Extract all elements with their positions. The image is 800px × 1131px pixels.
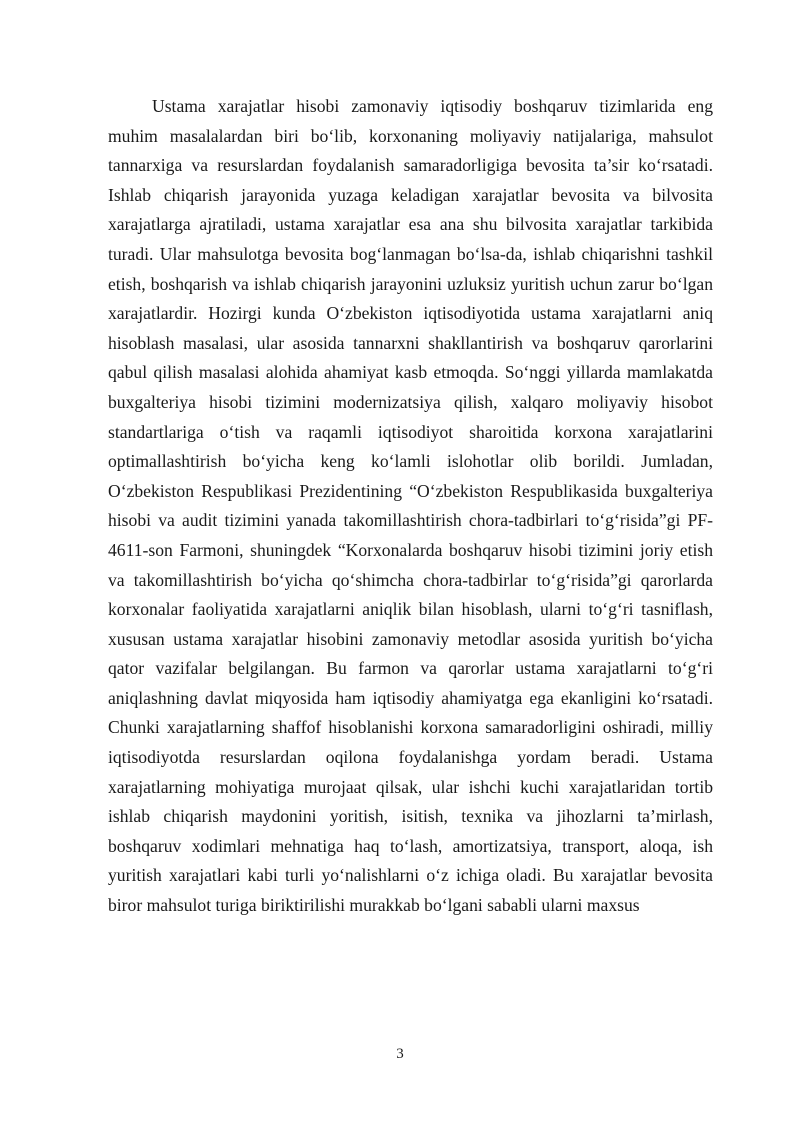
body-paragraph: Ustama xarajatlar hisobi zamonaviy iqtisodiy boshqaruv tizimlarida eng muhim masalalardan biri bo‘lib, korxonaning moliyaviy natijalariga, mahsulot tannarxiga va resurslardan foydalanish samaradorligiga bevosita ta’sir ko‘rsatadi. Ishlab chiqarish jarayonida yuzaga keladigan xarajatlar bevosita va bilvosita xarajatlarga ajratiladi, ustama xarajatlar esa ana shu bilvosita xarajatlar tarkibida turadi. Ular mahsulotga bevosita bog‘lanmagan bo‘lsa-da, ishlab chiqarishni tashkil etish, boshqarish va ishlab chiqarish jarayonini uzluksiz yuritish uchun zarur bo‘lgan xarajatlardir. Hozirgi kunda O‘zbekiston iqtisodiyotida ustama xarajatlarni aniq hisoblash masalasi, ular asosida tannarxni shakllantirish va boshqaruv qarorlarini qabul qilish masalasi alohida ahamiyat kasb etmoqda. So‘nggi yillarda mamlakatda buxgalteriya hisobi tizimini modernizatsiya qilish, xalqaro moliyaviy hisobot standartlariga o‘tish va raqamli iqtisodiyot sharoitida korxona xarajatlarini optimallashtirish bo‘yicha keng ko‘lamli islohotlar olib borildi. Jumladan, O‘zbekiston Respublikasi Prezidentining “O‘zbekiston Respublikasida buxgalteriya hisobi va audit tizimini yanada takomillashtirish chora-tadbirlari to‘g‘risida”gi PF-4611-son Farmoni, shuningdek “Korxonalarda boshqaruv hisobi tizimini joriy etish va takomillashtirish bo‘yicha qo‘shimcha chora-tadbirlar to‘g‘risida”gi qarorlarda korxonalar faoliyatida xarajatlarni aniqlik bilan hisoblash, ularni to‘g‘ri tasniflash, xususan ustama xarajatlar hisobini zamonaviy metodlar asosida yuritish bo‘yicha qator vazifalar belgilangan. Bu farmon va qarorlar ustama xarajatlarni to‘g‘ri aniqlashning davlat miqyosida ham iqtisodiy ahamiyatga ega ekanligini ko‘rsatadi. Chunki xarajatlarning shaffof hisoblanishi korxona samaradorligini oshiradi, milliy iqtisodiyotda resurslardan oqilona foydalanishga yordam beradi. Ustama xarajatlarning mohiyatiga murojaat qilsak, ular ishchi kuchi xarajatlaridan tortib ishlab chiqarish maydonini yoritish, isitish, texnika va jihozlarni ta’mirlash, boshqaruv xodimlari mehnatiga haq to‘lash, amortizatsiya, transport, aloqa, ish yuritish xarajatlari kabi turli yo‘nalishlarni o‘z ichiga oladi. Bu xarajatlar bevosita biror mahsulot turiga biriktirilishi murakkab bo‘lgani sababli ularni maxsus [108,96,713,916]
page-number: 3 [396,1046,404,1062]
